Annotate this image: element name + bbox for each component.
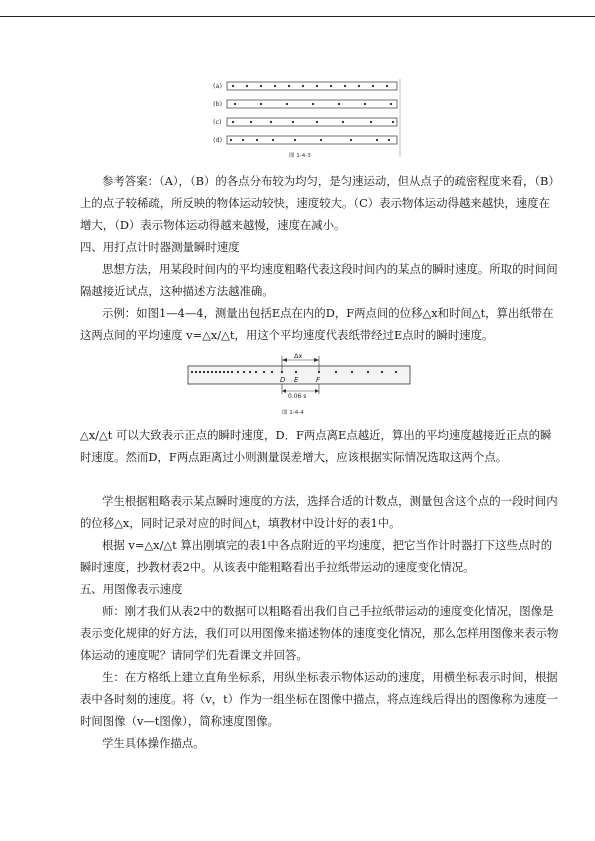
point-e-label: E	[294, 376, 299, 384]
figure-caption: 图 1-4-4	[282, 410, 304, 416]
tape-dot	[376, 139, 378, 141]
student-answer-paragraph: 生：在方格纸上建立直角坐标系，用纵坐标表示物体运动的速度，用横坐标表示时间，根据表中各时刻的速度。将（v，t）作为一组坐标在图像中描点，将点连线后得出的图像称为速度一时间图像（v—t图像），简称速度图像。	[80, 670, 559, 728]
tape-dot	[227, 371, 229, 373]
tape-dot	[294, 139, 296, 141]
tape-dot	[234, 103, 236, 105]
tape-dot	[342, 121, 344, 123]
section-heading-4: 四、用打点计时器测量瞬时速度	[80, 240, 240, 254]
tape-dot	[232, 121, 234, 123]
tape-dot	[207, 371, 209, 373]
tape-dot	[316, 85, 318, 87]
tape-dot	[295, 371, 297, 373]
figure-caption: 图 1-4-3	[289, 153, 311, 159]
answer-paragraph: 参考答案：（A），（B）的各点分布较为均匀，是匀速运动，但从点子的疏密程度来看，（B）上的点子较稀疏，所反映的物体运动较快，速度较大。（C）表示物体运动得越来越快，速度在增大，（D）表示物体运动得越来越慢，速度在减小。	[80, 174, 560, 232]
tape-dot	[390, 103, 392, 105]
time-label: 0.06 s	[288, 393, 307, 400]
tape-dot	[256, 139, 258, 141]
tape-dot	[292, 121, 294, 123]
tape-dot	[388, 139, 390, 141]
tape	[188, 366, 410, 384]
tape-dot	[232, 85, 234, 87]
row-label-d: (d)	[213, 136, 223, 144]
example-paragraph: 示例：如图1—4—4，测量出包括E点在内的D，F两点间的位移△x和时间△t，算出纸带在这两点间的平均速度 v=△x/△t，用这个平均速度代表纸带经过E点时的瞬时速度。	[80, 306, 554, 342]
tape-dot	[211, 371, 213, 373]
tape-a	[227, 82, 397, 90]
tape-dot	[312, 103, 314, 105]
tape-dot	[272, 139, 274, 141]
tape-dot	[395, 371, 397, 373]
tape-dot	[219, 371, 221, 373]
tape-c-dots	[232, 121, 394, 123]
tape-dot	[386, 85, 388, 87]
tape-dot	[372, 85, 374, 87]
tape-dot	[203, 371, 205, 373]
tape-dot	[320, 139, 322, 141]
tape-dot	[392, 121, 394, 123]
tape-dot	[242, 139, 244, 141]
tape-dot	[250, 121, 252, 123]
tape-dot	[338, 103, 340, 105]
tape-b-dots	[234, 103, 392, 105]
tape-dot	[255, 371, 257, 373]
tape-dot	[370, 121, 372, 123]
tape-d-dots	[230, 139, 390, 141]
tape-dot	[243, 371, 245, 373]
tape-dot	[367, 371, 369, 373]
row-label-b: (b)	[213, 100, 223, 108]
row-label-c: (c)	[213, 118, 222, 126]
tape-dot	[302, 85, 304, 87]
tape-dot	[350, 139, 352, 141]
tape-dot	[195, 371, 197, 373]
tape-dot	[364, 103, 366, 105]
tape-dot	[237, 371, 239, 373]
tape-d	[227, 136, 397, 144]
tape-dot	[260, 85, 262, 87]
figure-1-4-4	[186, 352, 412, 420]
tape-dot	[274, 85, 276, 87]
tape-dot	[344, 85, 346, 87]
point-f-label: F	[316, 376, 321, 384]
section-heading-5: 五、用图像表示速度	[80, 582, 183, 596]
tape-dot	[288, 85, 290, 87]
tape-dot	[335, 371, 337, 373]
teacher-paragraph: 师：刚才我们从表2中的数据可以粗略看出我们自己手拉纸带运动的速度变化情况，图像是表示变化规律的好方法，我们可以用图像来描述物体的速度变化情况，那么怎样用图像来表示物体运动的速度呢？请同学们先看课文并回答。	[80, 604, 559, 662]
tape-dot	[215, 371, 217, 373]
delta-paragraph: △x/△t 可以大致表示正点的瞬时速度，D．F两点离E点越近，算出的平均速度越接近正点的瞬时速度。然而D，F两点距离过小则测量误差增大，应该根据实际情况选取这两个点。	[80, 428, 552, 464]
header-rule	[0, 16, 595, 17]
tape-dot	[199, 371, 201, 373]
point-d-label: D	[280, 376, 286, 384]
tape-dot	[286, 103, 288, 105]
practice-paragraph: 学生具体操作描点。	[102, 736, 205, 750]
students-paragraph: 学生根据粗略表示某点瞬时速度的方法，选择合适的计数点，测量包含这个点的一段时间内的位移△x，同时记录对应的时间△t，填教材中设计好的表1中。	[80, 494, 558, 530]
delta-x-label: Δx	[294, 352, 303, 360]
tape-dot	[223, 371, 225, 373]
tape-dot	[358, 85, 360, 87]
method-paragraph: 思想方法，用某段时间内的平均速度粗略代表这段时间内的某点的瞬时速度。所取的时间间隔越接近试点，这种描述方法越准确。	[80, 262, 558, 298]
figure-1-4-3	[213, 77, 403, 161]
tape-dot	[330, 85, 332, 87]
tape-a-dots	[232, 85, 388, 87]
tape-dot	[271, 371, 273, 373]
tape-dot	[316, 121, 318, 123]
calc-paragraph: 根据 v=△x/△t 算出刚填完的表1中各点附近的平均速度，把它当作计时器打下这些点时的瞬时速度，抄教材表2中。从该表中能粗略看出手拉纸带运动的速度变化情况。	[80, 538, 553, 574]
tape-dot	[191, 371, 193, 373]
tape-dot	[246, 85, 248, 87]
tape-dot	[270, 121, 272, 123]
tape-dot	[351, 371, 353, 373]
tape-dot	[263, 371, 265, 373]
tape-dot	[249, 371, 251, 373]
row-label-a: (a)	[213, 82, 223, 90]
tape-dot	[381, 371, 383, 373]
tape-dot	[260, 103, 262, 105]
tape-dot	[231, 371, 233, 373]
tape-dot	[230, 139, 232, 141]
